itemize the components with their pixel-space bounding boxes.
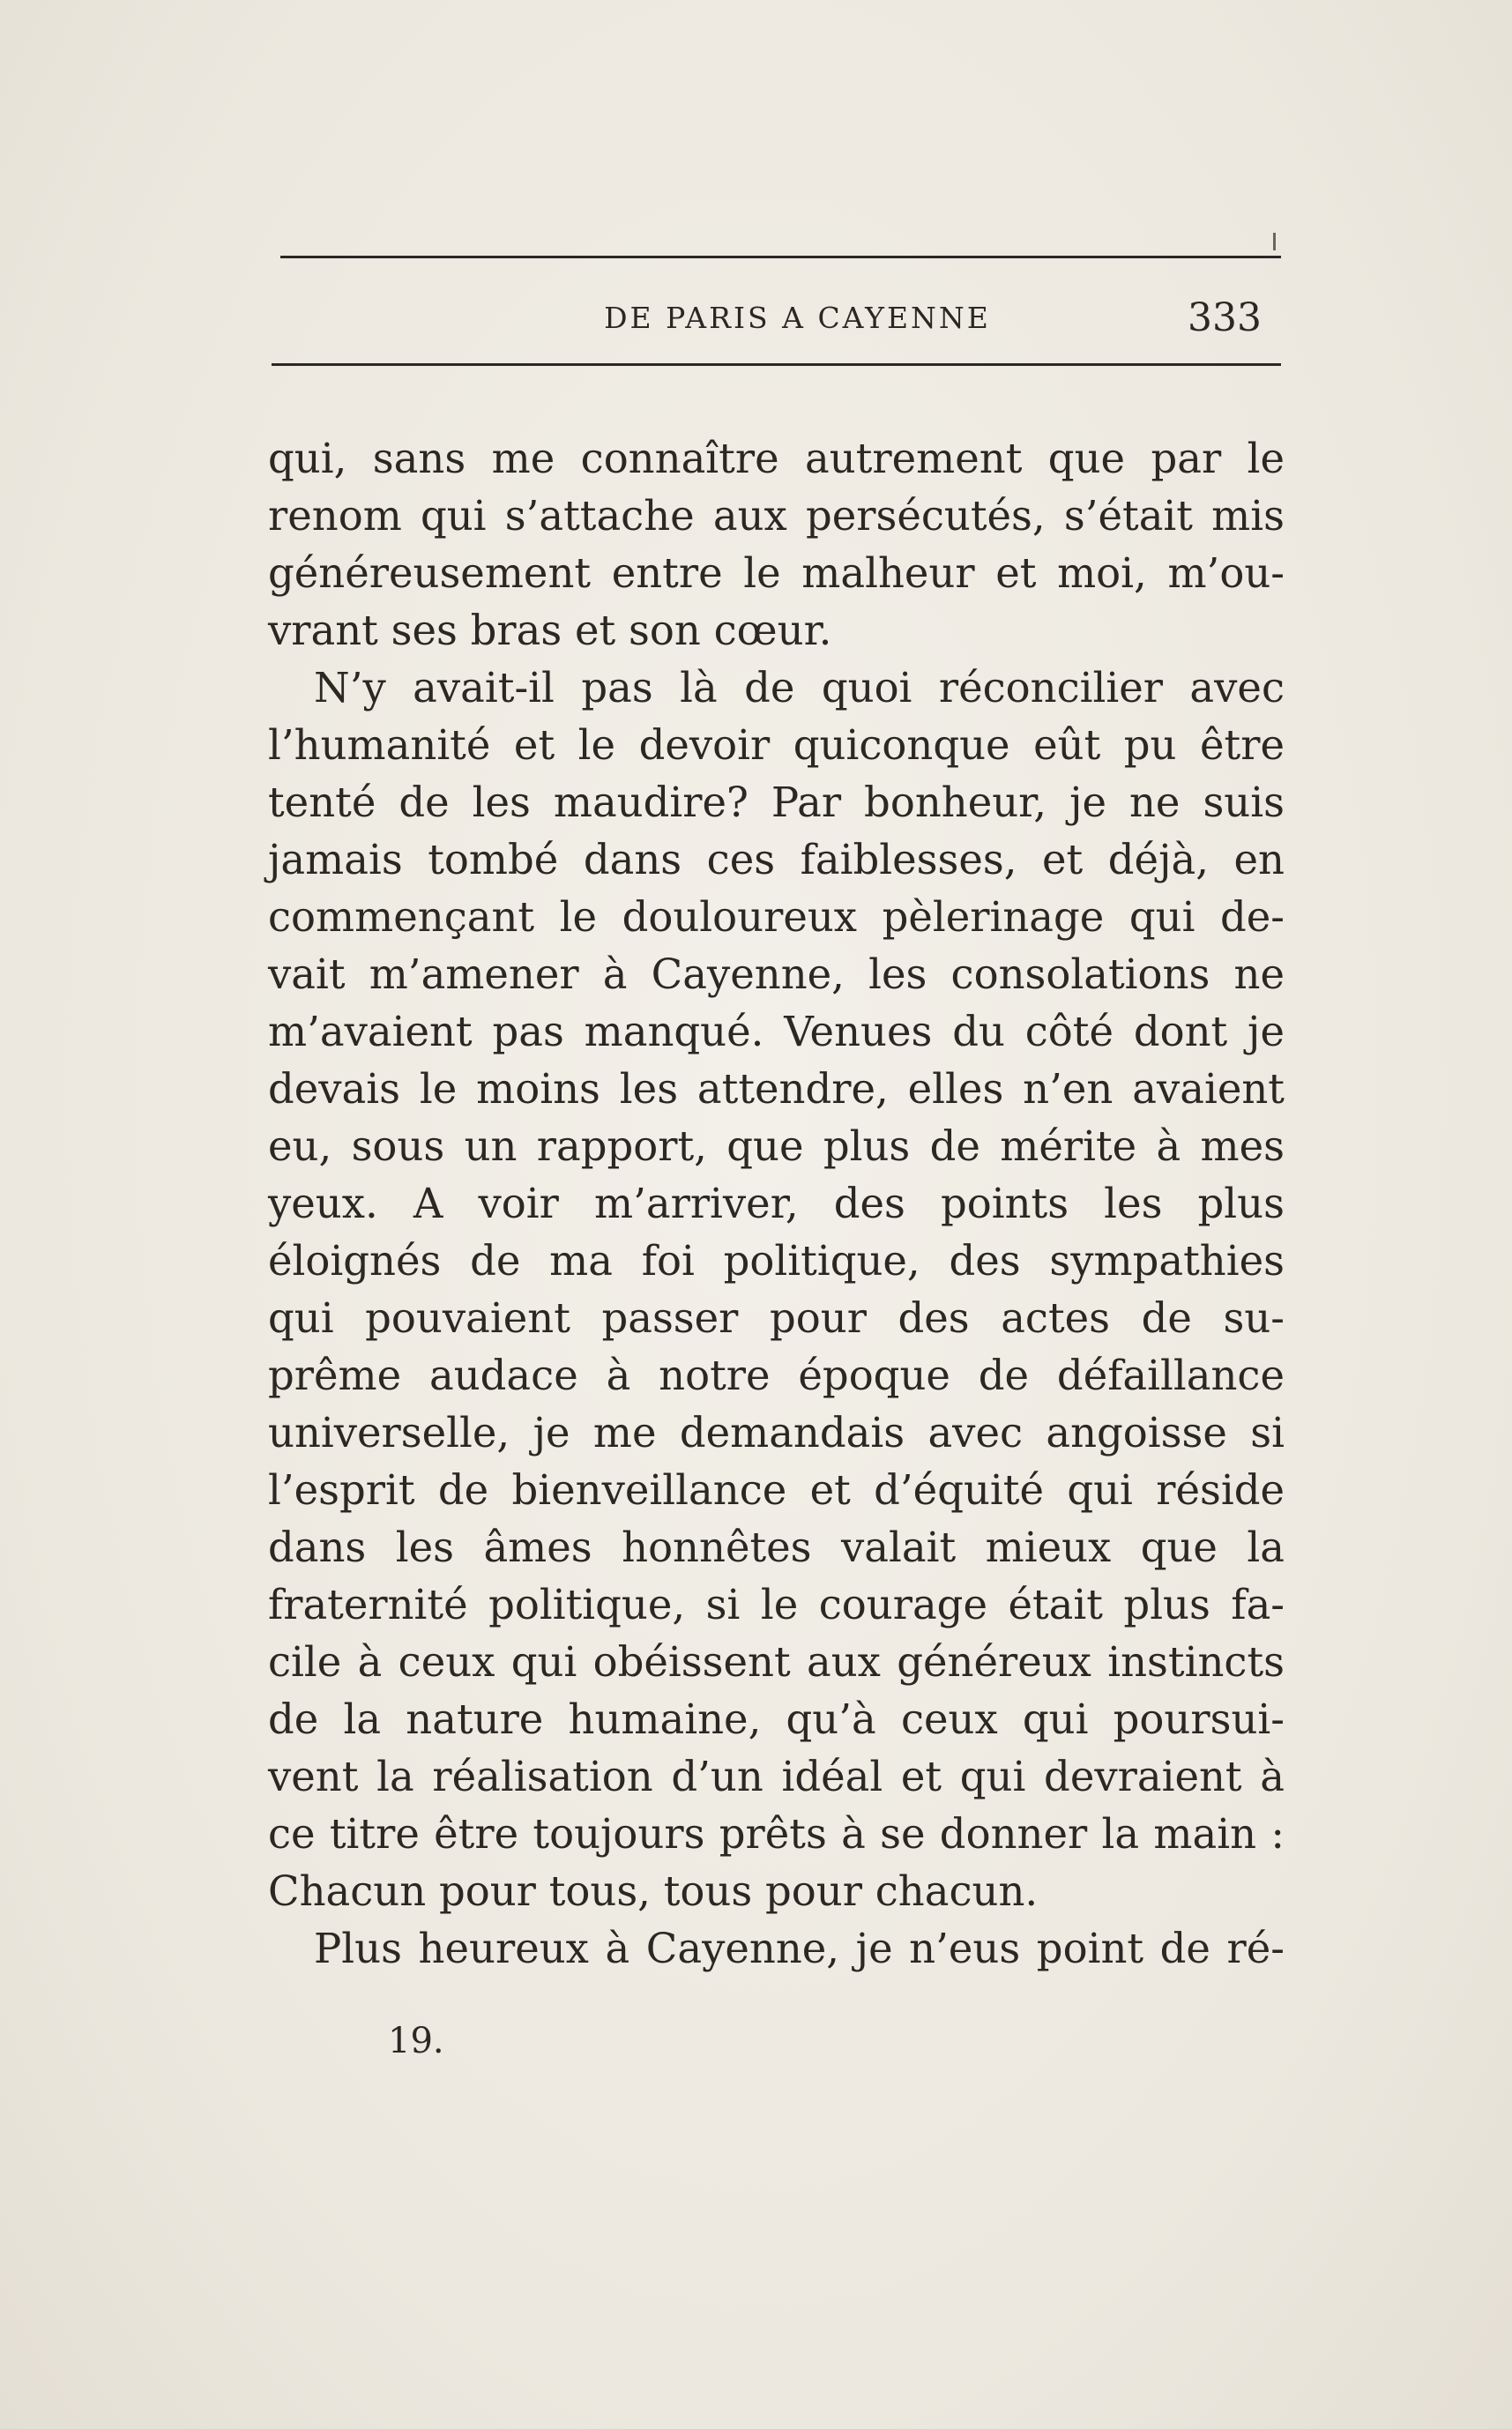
page-number: 333 <box>1188 295 1262 340</box>
text-line: prême audace à notre époque de défaillance <box>268 1352 1285 1399</box>
text-line: fraternité politique, si le courage était plus fa- <box>268 1581 1285 1628</box>
text-line: qui pouvaient passer pour des actes de su- <box>268 1294 1285 1342</box>
text-line: l’esprit de bienveillance et d’équité qui réside <box>268 1466 1285 1514</box>
text-line: de la nature humaine, qu’à ceux qui poursui- <box>268 1695 1285 1743</box>
text-line: ce titre être toujours prêts à se donner la main : <box>268 1810 1285 1858</box>
running-head <box>280 296 1262 340</box>
text-line: devais le moins les attendre, elles n’en avaient <box>268 1065 1285 1113</box>
text-line: cile à ceux qui obéissent aux généreux instincts <box>268 1638 1285 1686</box>
text-line: yeux. A voir m’arriver, des points les plus <box>268 1180 1285 1227</box>
text-line: jamais tombé dans ces faiblesses, et déjà, en <box>268 836 1285 883</box>
running-title: DE PARIS A CAYENNE <box>604 301 991 335</box>
text-line: renom qui s’attache aux persécutés, s’était mis <box>268 492 1285 540</box>
text-line: vait m’amener à Cayenne, les consolations ne <box>268 950 1285 998</box>
ink-mark <box>1273 233 1276 250</box>
text-line: commençant le douloureux pèlerinage qui de- <box>268 893 1285 941</box>
text-line: Plus heureux à Cayenne, je n’eus point de ré- <box>314 1925 1285 1972</box>
signature-mark: 19. <box>388 2021 444 2061</box>
text-line: généreusement entre le malheur et moi, m’ou- <box>268 549 1285 597</box>
text-line: vrant ses bras et son cœur. <box>268 607 832 654</box>
header-top-rule <box>280 256 1281 258</box>
text-line: tenté de les maudire? Par bonheur, je ne suis <box>268 779 1285 826</box>
text-line: m’avaient pas manqué. Venues du côté dont je <box>268 1008 1285 1055</box>
body-text <box>268 430 1285 1978</box>
text-line: qui, sans me connaître autrement que par le <box>268 435 1285 482</box>
text-line: éloignés de ma foi politique, des sympathies <box>268 1237 1285 1285</box>
text-line: N’y avait-il pas là de quoi réconcilier avec <box>314 664 1285 712</box>
text-line: l’humanité et le devoir quiconque eût pu être <box>268 721 1285 769</box>
text-line: eu, sous un rapport, que plus de mérite à mes <box>268 1122 1285 1170</box>
text-line: dans les âmes honnêtes valait mieux que la <box>268 1524 1285 1571</box>
header-bottom-rule <box>272 363 1281 366</box>
text-line: Chacun pour tous, tous pour chacun. <box>268 1867 1039 1915</box>
text-line: universelle, je me demandais avec angoisse si <box>268 1409 1285 1457</box>
text-line: vent la réalisation d’un idéal et qui devraient à <box>268 1753 1285 1800</box>
